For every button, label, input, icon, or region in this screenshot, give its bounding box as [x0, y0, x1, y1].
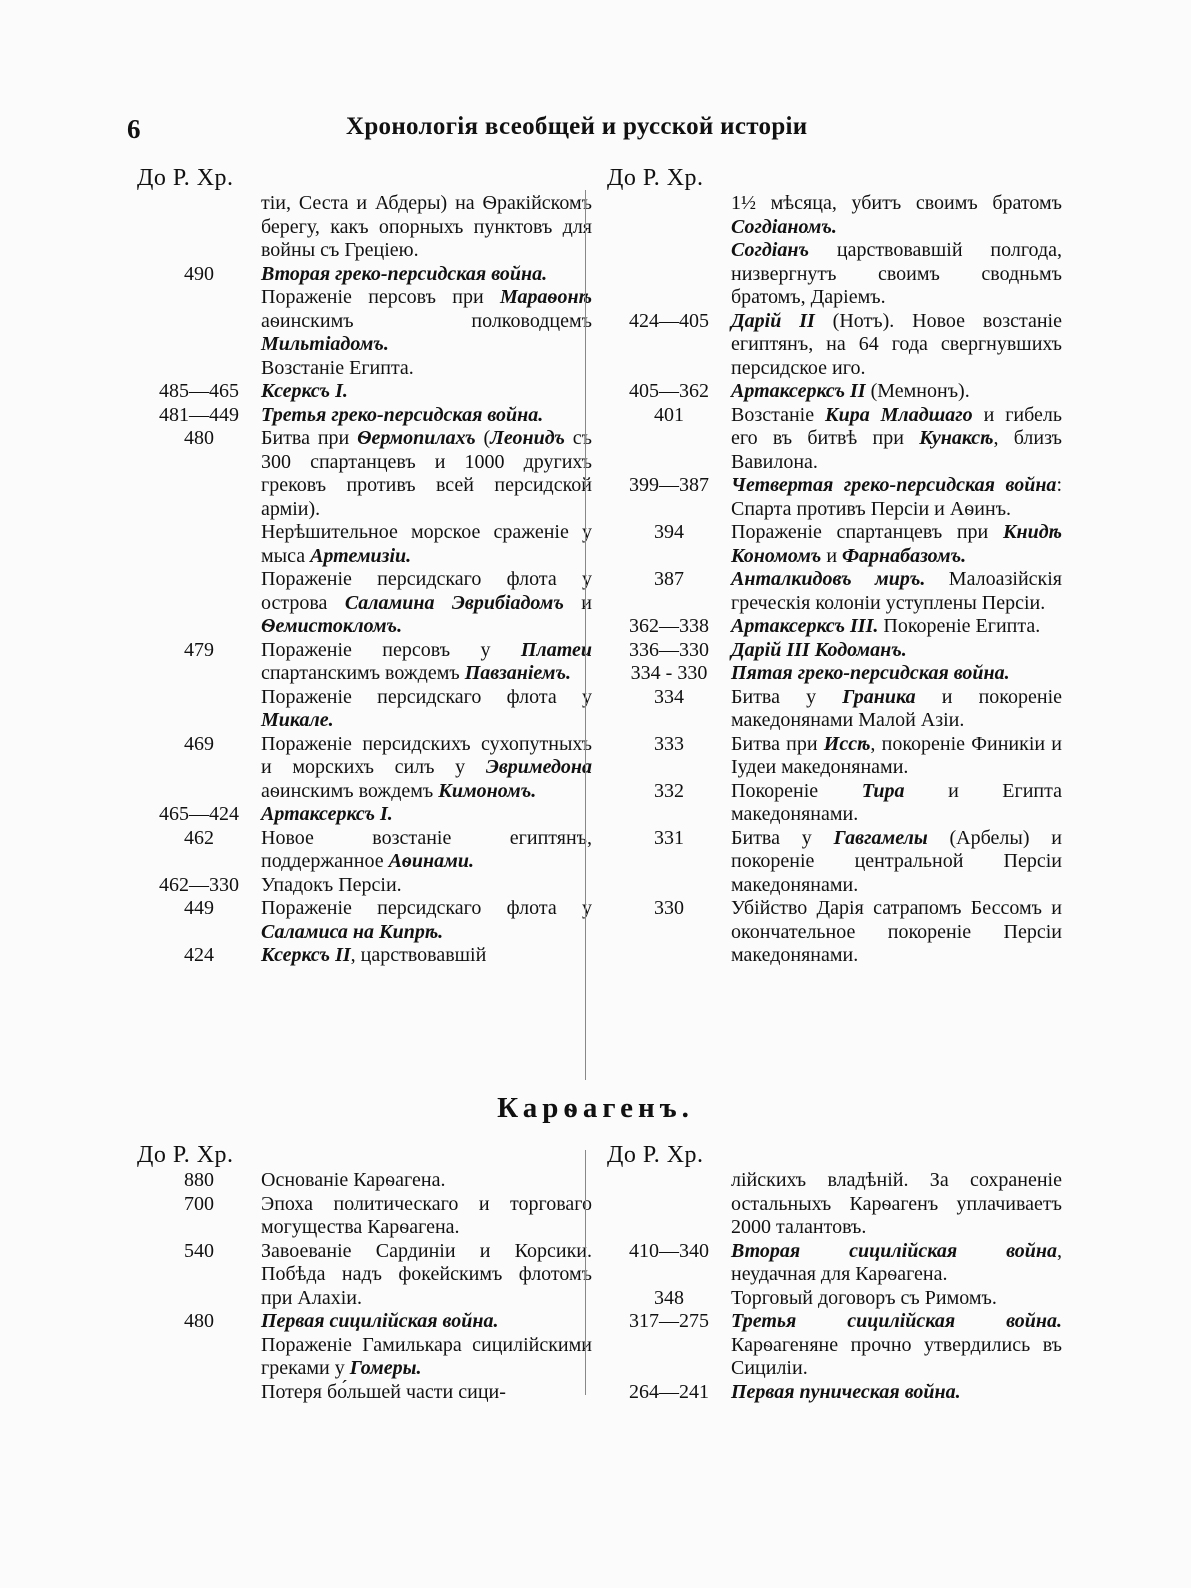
entry-text [261, 263, 592, 287]
chronology-entry [137, 286, 592, 357]
plain-text: царствовавшій полгода, низвергнутъ своимъ сводньмъ братомъ, Даріемъ. [731, 239, 1062, 308]
plain-text: Пораженіе персидскаго флота у [261, 897, 592, 919]
emphasis-text: Книдѣ Кономомъ [731, 521, 1062, 567]
emphasis-text: Фарнабазомъ. [842, 544, 967, 567]
entry-year: 331 [654, 826, 684, 849]
plain-text: , близъ Вавилона. [731, 427, 1062, 473]
chronology-entry [137, 686, 592, 733]
plain-text: Пораженіе персидскаго флота у [261, 685, 592, 708]
entry-year [137, 568, 261, 639]
entry-text [261, 427, 592, 521]
entry-text [261, 874, 592, 898]
entry-year: 424 [184, 944, 214, 966]
chronology-entry [137, 427, 592, 521]
entry-text [731, 686, 1062, 733]
entry-text [261, 1169, 592, 1193]
chronology-entry [607, 827, 1062, 898]
plain-text: , покореніе Финикіи и Іудеи македонянами. [731, 732, 1062, 778]
plain-text: Пораженіе персовъ у [261, 638, 521, 661]
entry-year: 485—465 [159, 380, 239, 402]
plain-text: (Арбелы) и покореніе центральной Персіи македонянами. [731, 826, 1062, 896]
plain-text: Пораженіе спартанцевъ при [731, 521, 1003, 543]
entry-year [137, 192, 261, 263]
entry-year: 405—362 [629, 380, 709, 402]
plain-text: и гибель его въ битвѣ при [731, 403, 1063, 449]
chronology-entry [607, 310, 1062, 381]
emphasis-text: Мильтіадомъ. [261, 333, 389, 355]
plain-text: Пораженіе персидскаго флота у острова [261, 568, 592, 614]
carthage-right-column [607, 1142, 1062, 1404]
emphasis-text: Вторая сицилійская война [731, 1239, 1057, 1262]
plain-text: Пораженіе персовъ при [261, 286, 501, 308]
emphasis-text: Первая сицилійская война. [261, 1310, 499, 1332]
entry-year: 490 [184, 262, 214, 285]
column-divider [585, 190, 586, 1080]
chronology-entry [607, 474, 1062, 521]
plain-text: Покореніе Египта. [878, 615, 1041, 637]
entry-year [137, 686, 261, 733]
entry-year: 465—424 [159, 803, 239, 825]
entry-year: 332 [654, 779, 684, 802]
entry-text [261, 1310, 592, 1334]
entry-year: 333 [654, 732, 684, 755]
plain-text: Нерѣшительное морское сраженіе у мыса [261, 521, 592, 567]
entry-text [261, 827, 592, 874]
chronology-entry [607, 404, 1062, 475]
plain-text: Возстаніе [731, 403, 826, 426]
chronology-entry [607, 521, 1062, 568]
entry-text [261, 286, 592, 357]
plain-text: аѳинскимъ вождемъ [261, 779, 439, 802]
emphasis-text: Мараѳонѣ [500, 286, 592, 308]
chronology-entry [137, 1381, 592, 1405]
emphasis-text: Пятая греко-персидская война. [731, 662, 1010, 684]
entry-text [731, 1240, 1062, 1287]
plain-text: Битва при [261, 427, 358, 449]
plain-text: и покореніе македонянами Малой Азіи. [731, 685, 1062, 731]
entry-text [731, 474, 1062, 521]
plain-text: Малоазійскія греческія колоніи уступлены Персіи. [731, 568, 1062, 614]
page-number: 6 [127, 114, 141, 144]
entry-year: 334 - 330 [630, 662, 708, 684]
plain-text: лійскихъ владѣній. За сохраненіе остальныхъ Карѳагенъ уплачиваетъ 2000 талантовъ. [731, 1169, 1062, 1238]
chronology-entry [607, 639, 1062, 663]
plain-text: Эпоха политическаго и торговаго могущества Карѳагена. [261, 1192, 592, 1238]
emphasis-text: Тира [861, 779, 905, 802]
emphasis-text: Третья греко-персидская война. [261, 403, 544, 426]
chronology-entry [607, 1240, 1062, 1287]
emphasis-text: Третья сицилійская война. [731, 1310, 1062, 1332]
entry-text [261, 1381, 592, 1405]
persia-right-column [607, 165, 1062, 968]
entry-text [731, 380, 1062, 404]
entry-year: 481—449 [159, 403, 239, 426]
emphasis-text: Артаксерксъ II [731, 380, 866, 402]
entries [607, 1169, 1062, 1404]
emphasis-text: Граника [842, 685, 916, 708]
entry-year: 334 [654, 685, 684, 708]
emphasis-text: Кунаксѣ [919, 427, 994, 449]
plain-text: Пораженіе персидскихъ сухопутныхъ и морскихъ силъ у [261, 732, 592, 778]
chronology-entry [137, 874, 592, 898]
plain-text: аѳинскимъ полководцемъ [261, 309, 592, 332]
era-label: До Р. Хр. [137, 1142, 234, 1168]
emphasis-text: Первая пуническая война. [731, 1380, 961, 1403]
emphasis-text: Саламиса на Кипрѣ. [261, 920, 444, 943]
entry-year: 387 [654, 568, 684, 590]
chronology-entry [137, 521, 592, 568]
entry-year: 540 [184, 1239, 214, 1262]
entry-text [261, 380, 592, 404]
entry-text [261, 1240, 592, 1311]
plain-text: Упадокъ Персіи. [261, 873, 402, 896]
plain-text: : Спарта противъ Персіи и Аѳинъ. [731, 474, 1062, 520]
entry-year: 462—330 [159, 873, 239, 896]
chronology-entry [137, 944, 592, 968]
chronology-entry [607, 615, 1062, 639]
entry-text [261, 1193, 592, 1240]
chronology-entry [607, 239, 1062, 310]
emphasis-text: Анталкидовъ миръ. [731, 568, 926, 590]
emphasis-text: Артемизіи. [310, 544, 412, 567]
plain-text: тіи, Сеста и Абдеры) на Ѳракійскомъ берегу, какъ опорныхъ пунктовъ для войны съ Греціею. [261, 192, 592, 261]
entry-text [731, 521, 1062, 568]
plain-text: (Нотъ). Новое возстаніе египтянъ, на 64 года свергнувшихъ персидское иго. [731, 309, 1062, 379]
entry-year: 348 [654, 1286, 684, 1309]
entries [137, 192, 592, 968]
plain-text: ( [475, 427, 491, 449]
chronology-entry [607, 686, 1062, 733]
plain-text: съ 300 спартанцевъ и 1000 другихъ грековъ противъ всей персидской арміи). [261, 427, 592, 520]
chronology-entry [137, 897, 592, 944]
chronology-entry [607, 1310, 1062, 1381]
chronology-entry [607, 780, 1062, 827]
plain-text: Пораженіе Гамилькара сицилійскими греками у [261, 1333, 592, 1379]
entry-year: 480 [184, 1310, 214, 1332]
chronology-entry [137, 639, 592, 686]
chronology-entry [137, 192, 592, 263]
chronology-entry [137, 1169, 592, 1193]
era-label: До Р. Хр. [607, 1142, 704, 1168]
plain-text: Битва у [731, 685, 843, 708]
plain-text: (Мемнонъ). [865, 380, 970, 402]
entry-year: 264—241 [629, 1380, 709, 1403]
entry-text [261, 733, 592, 804]
entry-text [731, 733, 1062, 780]
entry-text [731, 568, 1062, 615]
plain-text: , неудачная для Карѳагена. [731, 1239, 1062, 1285]
entry-text [731, 1169, 1062, 1240]
emphasis-text: Кира Младшаго [825, 403, 973, 426]
plain-text: Потеря бо́льшей части сици- [261, 1380, 506, 1403]
chronology-entry [137, 404, 592, 428]
entry-year: 401 [654, 403, 684, 426]
plain-text: и Египта македонянами. [731, 779, 1062, 825]
chronology-entry [607, 733, 1062, 780]
emphasis-text: Ѳермопилахъ [357, 427, 476, 449]
entry-text [731, 897, 1062, 968]
entry-text [731, 662, 1062, 686]
plain-text: Торговый договоръ съ Римомъ. [731, 1286, 997, 1309]
plain-text: Завоеваніе Сардиніи и Корсики. Побѣда надъ фокейскимъ флотомъ при Алахіи. [261, 1239, 592, 1309]
entry-year: 462 [184, 826, 214, 849]
emphasis-text: Артаксерксъ III. [731, 615, 879, 637]
plain-text: Карѳагеняне прочно утвердились въ Сициліи. [731, 1333, 1062, 1379]
entries [137, 1169, 592, 1404]
entry-text [261, 357, 592, 381]
running-head: Хронологія всеобщей и русской исторіи [346, 113, 808, 140]
entry-text [261, 639, 592, 686]
chronology-entry [607, 662, 1062, 686]
entry-text [261, 404, 592, 428]
column-divider [585, 1150, 586, 1395]
entry-text [731, 780, 1062, 827]
chronology-entry [137, 1240, 592, 1311]
entry-text [731, 310, 1062, 381]
emphasis-text: Дарій III Кодоманъ. [731, 638, 907, 661]
chronology-entry [137, 1193, 592, 1240]
plain-text: спартанскимъ вождемъ [261, 662, 465, 684]
emphasis-text: Ѳемистокломъ. [261, 615, 403, 637]
entry-text [731, 827, 1062, 898]
emphasis-text: Согдіанъ [731, 239, 809, 261]
emphasis-text: Саламина Эврибіадомъ [344, 591, 564, 614]
entries [607, 192, 1062, 968]
emphasis-text: Аѳинами. [388, 850, 474, 872]
chronology-entry [137, 568, 592, 639]
emphasis-text: Ксерксъ II [261, 944, 351, 966]
entry-text [731, 1381, 1062, 1405]
entry-text [261, 897, 592, 944]
chronology-entry [137, 803, 592, 827]
emphasis-text: Эвримедона [485, 756, 592, 778]
chronology-entry [607, 380, 1062, 404]
chronology-entry [137, 1310, 592, 1334]
plain-text: Возстаніе Египта. [261, 356, 414, 379]
era-label: До Р. Хр. [607, 165, 704, 191]
entry-year: 410—340 [629, 1239, 709, 1262]
emphasis-text: Ксерксъ I. [261, 380, 348, 402]
emphasis-text: Дарій II [731, 309, 815, 332]
era-label: До Р. Хр. [137, 165, 234, 191]
emphasis-text: Леонидъ [490, 427, 565, 449]
emphasis-text: Четвертая греко-персидская война [731, 474, 1057, 496]
chronology-entry [607, 1287, 1062, 1311]
emphasis-text: Микале. [261, 709, 334, 731]
entry-text [731, 192, 1062, 239]
entry-text [261, 568, 592, 639]
entry-text [731, 239, 1062, 310]
emphasis-text: Вторая греко-персидская война. [261, 262, 548, 285]
emphasis-text: Кимономъ. [438, 779, 537, 802]
entry-text [261, 521, 592, 568]
entry-year: 362—338 [629, 615, 709, 637]
entry-text [261, 803, 592, 827]
entry-year: 700 [184, 1192, 214, 1215]
chronology-entry [137, 733, 592, 804]
plain-text: Новое возстаніе египтянъ, поддержанное [261, 826, 592, 872]
entry-text [261, 944, 592, 968]
entry-year [607, 192, 731, 239]
entry-text [731, 1310, 1062, 1381]
persia-left-column [137, 165, 592, 968]
chronology-entry [137, 380, 592, 404]
chronology-entry [607, 1381, 1062, 1405]
entry-text [731, 404, 1062, 475]
emphasis-text: Павзаніемъ. [464, 662, 572, 684]
plain-text: Битва у [731, 826, 834, 849]
entry-text [731, 639, 1062, 663]
emphasis-text: Согдіаномъ. [731, 215, 837, 238]
plain-text: Покореніе [731, 779, 862, 802]
entry-year [137, 357, 261, 381]
entry-year: 479 [184, 638, 214, 661]
emphasis-text: Гавгамелы [833, 826, 928, 849]
plain-text: и [563, 591, 592, 614]
chronology-entry [607, 568, 1062, 615]
entry-year [607, 1169, 731, 1240]
entry-text [261, 686, 592, 733]
chronology-entry [137, 263, 592, 287]
entry-year: 424—405 [629, 309, 709, 332]
chronology-entry [607, 192, 1062, 239]
section-title-carthage: Карѳагенъ. [497, 1092, 694, 1124]
plain-text: и [821, 544, 843, 567]
entry-text [261, 1334, 592, 1381]
entry-year: 449 [184, 897, 214, 919]
entry-year [137, 286, 261, 357]
carthage-left-column [137, 1142, 592, 1404]
chronology-entry [137, 357, 592, 381]
plain-text: Убійство Дарія сатрапомъ Бессомъ и окончательное покореніе Персіи македонянами. [731, 897, 1062, 966]
entry-text [731, 1287, 1062, 1311]
chronology-entry [607, 1169, 1062, 1240]
entry-year [607, 239, 731, 310]
entry-year [137, 521, 261, 568]
entry-year: 399—387 [629, 474, 709, 496]
entry-year: 394 [654, 521, 684, 543]
emphasis-text: Иссѣ [823, 732, 871, 755]
emphasis-text: Гомеры. [349, 1357, 422, 1379]
entry-year: 880 [184, 1169, 214, 1191]
entry-year: 469 [184, 732, 214, 755]
emphasis-text: Артаксерксъ I. [261, 803, 393, 825]
plain-text: , царствовавшій [350, 944, 487, 966]
chronology-entry [137, 827, 592, 874]
entry-year: 336—330 [629, 638, 709, 661]
entry-text [261, 192, 592, 263]
entry-year: 317—275 [629, 1310, 709, 1332]
chronology-entry [607, 897, 1062, 968]
plain-text: Битва при [731, 732, 824, 755]
entry-year [137, 1381, 261, 1405]
entry-year: 330 [654, 897, 684, 919]
plain-text: 1½ мѣсяца, убитъ своимъ братомъ [731, 192, 1062, 214]
entry-year: 480 [184, 427, 214, 449]
entry-year [137, 1334, 261, 1381]
plain-text: Основаніе Карѳагена. [261, 1169, 446, 1191]
emphasis-text: Платеи [520, 638, 592, 661]
chronology-entry [137, 1334, 592, 1381]
entry-text [731, 615, 1062, 639]
